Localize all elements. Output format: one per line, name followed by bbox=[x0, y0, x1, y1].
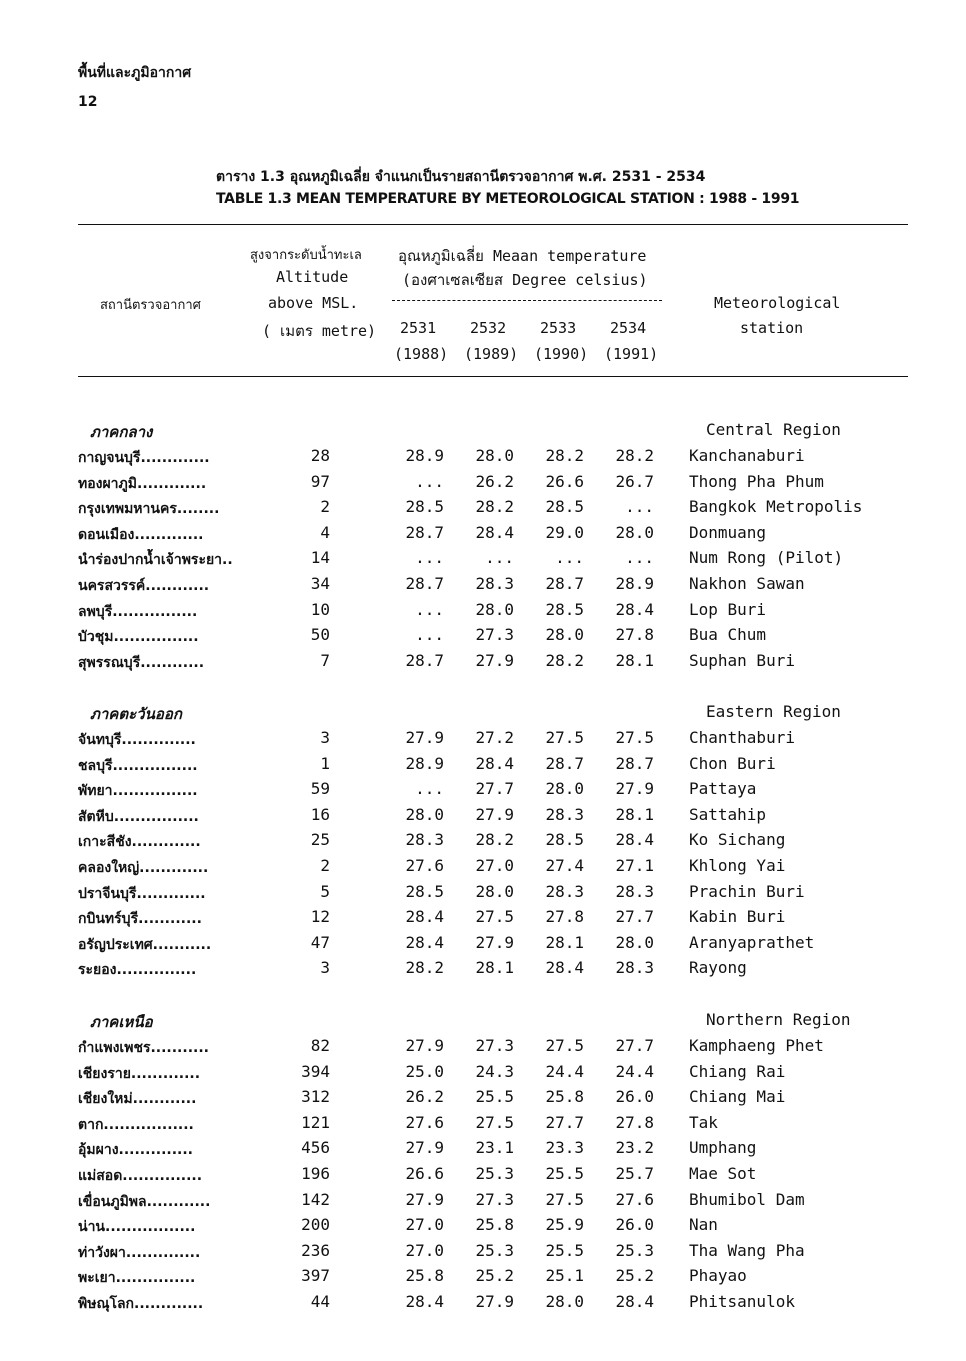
temperature-cell: ... bbox=[485, 548, 514, 567]
temperature-cell: ... bbox=[415, 625, 444, 644]
temperature-cell: ... bbox=[415, 600, 444, 619]
station-name-th: พัทยา................ bbox=[78, 783, 198, 799]
temperature-cell: 27.9 bbox=[405, 1138, 444, 1157]
temperature-cell: 25.8 bbox=[545, 1087, 584, 1106]
year-ad-4: (1991) bbox=[604, 345, 659, 363]
section-title: พื้นที่และภูมิอากาศ bbox=[78, 65, 192, 81]
temperature-cell: 26.6 bbox=[545, 472, 584, 491]
temperature-cell: 28.0 bbox=[615, 933, 654, 952]
station-name-th: ระยอง............... bbox=[78, 962, 197, 978]
temperature-cell: 26.6 bbox=[405, 1164, 444, 1183]
year-ad-2: (1989) bbox=[464, 345, 519, 363]
temperature-cell: 27.3 bbox=[475, 1190, 514, 1209]
temperature-cell: 28.5 bbox=[545, 497, 584, 516]
temperature-cell: 23.2 bbox=[615, 1138, 654, 1157]
temperature-cell: 28.4 bbox=[475, 754, 514, 773]
station-name-th: ลพบุรี................ bbox=[78, 604, 198, 620]
station-name-en: Prachin Buri bbox=[689, 882, 805, 901]
altitude-cell: 397 bbox=[301, 1266, 330, 1285]
station-name-en: Chiang Mai bbox=[689, 1087, 786, 1106]
temperature-cell: 27.5 bbox=[545, 1190, 584, 1209]
temperature-cell: 27.7 bbox=[615, 1036, 654, 1055]
year-be-4: 2534 bbox=[610, 319, 647, 337]
temperature-cell: 28.0 bbox=[545, 1292, 584, 1311]
temperature-cell: 27.9 bbox=[475, 651, 514, 670]
temperature-cell: 28.0 bbox=[475, 446, 514, 465]
temperature-cell: 28.7 bbox=[545, 754, 584, 773]
altitude-cell: 12 bbox=[310, 907, 330, 926]
temperature-cell: 23.3 bbox=[545, 1138, 584, 1157]
station-name-th: กรุงเทพมหานคร........ bbox=[78, 501, 220, 517]
temperature-cell: ... bbox=[625, 497, 654, 516]
station-name-en: Chiang Rai bbox=[689, 1062, 786, 1081]
temperature-cell: 25.7 bbox=[615, 1164, 654, 1183]
temperature-cell: 26.0 bbox=[615, 1087, 654, 1106]
temperature-cell: 28.2 bbox=[545, 651, 584, 670]
temperature-cell: 27.9 bbox=[405, 728, 444, 747]
altitude-cell: 4 bbox=[320, 523, 330, 542]
station-name-th: น่าน................. bbox=[78, 1219, 196, 1235]
temperature-cell: 25.5 bbox=[545, 1241, 584, 1260]
temperature-cell: 24.3 bbox=[475, 1062, 514, 1081]
temperature-cell: 27.5 bbox=[545, 728, 584, 747]
region-heading-th: ภาคเหนือ bbox=[90, 1013, 153, 1031]
station-name-th: ท่าวังผา.............. bbox=[78, 1245, 201, 1261]
temperature-cell: 28.4 bbox=[545, 958, 584, 977]
altitude-cell: 59 bbox=[310, 779, 330, 798]
page-number: 12 bbox=[78, 94, 98, 110]
header-bottom-rule bbox=[78, 376, 908, 377]
altitude-cell: 47 bbox=[310, 933, 330, 952]
altitude-cell: 7 bbox=[320, 651, 330, 670]
altitude-cell: 5 bbox=[320, 882, 330, 901]
station-name-en: Mae Sot bbox=[689, 1164, 757, 1183]
temperature-cell: 26.0 bbox=[615, 1215, 654, 1234]
temperature-cell: 28.4 bbox=[615, 830, 654, 849]
temperature-cell: 25.2 bbox=[615, 1266, 654, 1285]
station-name-th: ทองผาภูมิ............. bbox=[78, 476, 207, 492]
temperature-cell: 28.7 bbox=[405, 651, 444, 670]
station-name-en: Rayong bbox=[689, 958, 747, 977]
station-name-en: Umphang bbox=[689, 1138, 757, 1157]
station-name-th: แม่สอด............... bbox=[78, 1168, 203, 1184]
station-name-th: กบินทร์บุรี............ bbox=[78, 911, 202, 927]
temperature-cell: 28.7 bbox=[405, 574, 444, 593]
station-name-th: กาญจนบุรี............. bbox=[78, 450, 210, 466]
station-name-th: เชียงใหม่............ bbox=[78, 1091, 197, 1107]
temperature-cell: 27.2 bbox=[475, 728, 514, 747]
temperature-cell: 28.1 bbox=[475, 958, 514, 977]
altitude-cell: 312 bbox=[301, 1087, 330, 1106]
station-name-th: เขื่อนภูมิพล............ bbox=[78, 1194, 211, 1210]
station-name-en: Khlong Yai bbox=[689, 856, 786, 875]
region-heading-th: ภาคตะวันออก bbox=[90, 705, 182, 723]
temperature-cell: 28.5 bbox=[545, 600, 584, 619]
temperature-cell: 27.6 bbox=[615, 1190, 654, 1209]
station-name-th: สัตหีบ................ bbox=[78, 809, 199, 825]
temperature-cell: 27.6 bbox=[405, 856, 444, 875]
temperature-cell: 28.2 bbox=[545, 446, 584, 465]
temperature-cell: 27.3 bbox=[475, 1036, 514, 1055]
temperature-cell: ... bbox=[555, 548, 584, 567]
station-name-en: Kanchanaburi bbox=[689, 446, 805, 465]
temperature-cell: 28.0 bbox=[545, 779, 584, 798]
altitude-cell: 121 bbox=[301, 1113, 330, 1132]
temperature-cell: 25.3 bbox=[475, 1164, 514, 1183]
station-name-en: Num Rong (Pilot) bbox=[689, 548, 844, 567]
temperature-cell: 28.3 bbox=[615, 882, 654, 901]
temperature-cell: 25.5 bbox=[545, 1164, 584, 1183]
station-name-en: Phitsanulok bbox=[689, 1292, 795, 1311]
altitude-cell: 50 bbox=[310, 625, 330, 644]
temperature-cell: 28.9 bbox=[615, 574, 654, 593]
station-name-th: อรัญประเทศ........... bbox=[78, 937, 212, 953]
temperature-cell: 28.2 bbox=[475, 497, 514, 516]
station-name-en: Bangkok Metropolis bbox=[689, 497, 863, 516]
header-station-th: สถานีตรวจอากาศ bbox=[100, 298, 201, 313]
station-name-en: Tak bbox=[689, 1113, 718, 1132]
temperature-cell: 27.8 bbox=[545, 907, 584, 926]
station-name-th: จันทบุรี.............. bbox=[78, 732, 196, 748]
temperature-cell: 28.0 bbox=[545, 625, 584, 644]
station-name-en: Donmuang bbox=[689, 523, 767, 542]
header-altitude-en1: Altitude bbox=[276, 268, 349, 286]
header-temperature: อุณหภูมิเฉลี่ย Meaan temperature bbox=[398, 247, 647, 265]
altitude-cell: 16 bbox=[310, 805, 330, 824]
year-ad-3: (1990) bbox=[534, 345, 589, 363]
temperature-cell: 28.1 bbox=[615, 805, 654, 824]
temperature-cell: 28.2 bbox=[405, 958, 444, 977]
header-temperature-unit: (องศาเซลเซียส Degree celsius) bbox=[402, 271, 648, 289]
temperature-cell: 27.0 bbox=[405, 1241, 444, 1260]
temperature-cell: 28.5 bbox=[545, 830, 584, 849]
temperature-cell: 28.9 bbox=[405, 754, 444, 773]
temperature-cell: 28.0 bbox=[475, 600, 514, 619]
altitude-cell: 44 bbox=[310, 1292, 330, 1311]
temperature-cell: 27.0 bbox=[475, 856, 514, 875]
temperature-cell: 27.5 bbox=[545, 1036, 584, 1055]
station-name-th: เชียงราย............. bbox=[78, 1066, 201, 1082]
temperature-cell: 28.1 bbox=[615, 651, 654, 670]
year-ad-1: (1988) bbox=[394, 345, 449, 363]
temperature-cell: 23.1 bbox=[475, 1138, 514, 1157]
temperature-cell: 29.0 bbox=[545, 523, 584, 542]
station-name-th: อุ้มผาง.............. bbox=[78, 1142, 193, 1158]
temperature-cell: 27.9 bbox=[475, 1292, 514, 1311]
header-altitude-unit: ( เมตร metre) bbox=[262, 322, 377, 340]
temperature-cell: 27.9 bbox=[615, 779, 654, 798]
station-name-th: ชลบุรี................ bbox=[78, 758, 198, 774]
station-name-en: Nan bbox=[689, 1215, 718, 1234]
temperature-cell: 28.0 bbox=[475, 882, 514, 901]
temperature-cell: 27.7 bbox=[475, 779, 514, 798]
altitude-cell: 3 bbox=[320, 958, 330, 977]
altitude-cell: 200 bbox=[301, 1215, 330, 1234]
temperature-cell: 28.1 bbox=[545, 933, 584, 952]
station-name-th: สุพรรณบุรี............ bbox=[78, 655, 205, 671]
station-name-en: Lop Buri bbox=[689, 600, 767, 619]
temperature-cell: 28.3 bbox=[615, 958, 654, 977]
temperature-cell: 25.0 bbox=[405, 1062, 444, 1081]
region-heading-en: Northern Region bbox=[706, 1010, 851, 1029]
temperature-cell: 27.7 bbox=[615, 907, 654, 926]
temperature-cell: 28.3 bbox=[545, 882, 584, 901]
temperature-cell: 28.0 bbox=[405, 805, 444, 824]
temperature-cell: 28.2 bbox=[475, 830, 514, 849]
region-heading-en: Central Region bbox=[706, 420, 841, 439]
temperature-cell: 27.4 bbox=[545, 856, 584, 875]
temperature-cell: 27.8 bbox=[615, 1113, 654, 1132]
altitude-cell: 2 bbox=[320, 856, 330, 875]
station-name-en: Suphan Buri bbox=[689, 651, 795, 670]
altitude-cell: 10 bbox=[310, 600, 330, 619]
temperature-cell: ... bbox=[415, 779, 444, 798]
altitude-cell: 394 bbox=[301, 1062, 330, 1081]
temperature-cell: 27.9 bbox=[475, 933, 514, 952]
temperature-cell: 27.9 bbox=[405, 1190, 444, 1209]
region-heading-en: Eastern Region bbox=[706, 702, 841, 721]
altitude-cell: 25 bbox=[310, 830, 330, 849]
station-name-th: คลองใหญ่............. bbox=[78, 860, 209, 876]
temperature-cell: 28.3 bbox=[475, 574, 514, 593]
altitude-cell: 14 bbox=[310, 548, 330, 567]
station-name-en: Aranyaprathet bbox=[689, 933, 815, 952]
altitude-cell: 34 bbox=[310, 574, 330, 593]
altitude-cell: 82 bbox=[310, 1036, 330, 1055]
temperature-cell: 28.4 bbox=[475, 523, 514, 542]
station-name-th: พะเยา............... bbox=[78, 1270, 196, 1286]
table-title-en: TABLE 1.3 MEAN TEMPERATURE BY METEOROLOGICAL STATION : 1988 - 1991 bbox=[216, 191, 800, 207]
station-name-en: Nakhon Sawan bbox=[689, 574, 805, 593]
station-name-en: Sattahip bbox=[689, 805, 767, 824]
station-name-en: Bua Chum bbox=[689, 625, 767, 644]
temperature-cell: 27.0 bbox=[405, 1215, 444, 1234]
temperature-cell: 28.5 bbox=[405, 497, 444, 516]
temperature-cell: 27.5 bbox=[475, 1113, 514, 1132]
table-title-th: ตาราง 1.3 อุณหภูมิเฉลี่ย จำแนกเป็นรายสถานีตรวจอากาศ พ.ศ. 2531 - 2534 bbox=[216, 169, 706, 185]
altitude-cell: 142 bbox=[301, 1190, 330, 1209]
station-name-th: ปราจีนบุรี............. bbox=[78, 886, 206, 902]
temperature-cell: 28.4 bbox=[405, 907, 444, 926]
temperature-cell: 27.9 bbox=[405, 1036, 444, 1055]
year-be-1: 2531 bbox=[400, 319, 437, 337]
temperature-cell: ... bbox=[415, 472, 444, 491]
temperature-cell: 28.5 bbox=[405, 882, 444, 901]
year-be-3: 2533 bbox=[540, 319, 577, 337]
station-name-en: Kamphaeng Phet bbox=[689, 1036, 824, 1055]
temperature-cell: 28.4 bbox=[405, 1292, 444, 1311]
temperature-cell: 28.7 bbox=[545, 574, 584, 593]
header-top-rule bbox=[78, 224, 908, 225]
temperature-cell: 25.8 bbox=[405, 1266, 444, 1285]
temperature-cell: 27.3 bbox=[475, 625, 514, 644]
altitude-cell: 236 bbox=[301, 1241, 330, 1260]
station-name-en: Ko Sichang bbox=[689, 830, 786, 849]
temperature-cell: 25.1 bbox=[545, 1266, 584, 1285]
station-name-th: นครสวรรค์............ bbox=[78, 578, 210, 594]
temperature-cell: 27.6 bbox=[405, 1113, 444, 1132]
station-name-en: Kabin Buri bbox=[689, 907, 786, 926]
temperature-cell: 28.9 bbox=[405, 446, 444, 465]
altitude-cell: 456 bbox=[301, 1138, 330, 1157]
temperature-cell: 25.9 bbox=[545, 1215, 584, 1234]
header-station-en2: station bbox=[740, 319, 804, 337]
temperature-cell: 25.5 bbox=[475, 1087, 514, 1106]
station-name-th: บัวชุม................ bbox=[78, 629, 199, 645]
temperature-cell: 26.2 bbox=[475, 472, 514, 491]
altitude-cell: 1 bbox=[320, 754, 330, 773]
temperature-cell: 27.9 bbox=[475, 805, 514, 824]
header-altitude-en2: above MSL. bbox=[268, 294, 359, 312]
station-name-th: นำร่องปากน้ำเจ้าพระยา.. bbox=[78, 552, 233, 568]
temperature-cell: 28.3 bbox=[405, 830, 444, 849]
temperature-cell: 27.5 bbox=[615, 728, 654, 747]
temperature-cell: 28.4 bbox=[405, 933, 444, 952]
station-name-en: Pattaya bbox=[689, 779, 757, 798]
header-station-en1: Meteorological bbox=[714, 294, 841, 312]
temperature-cell: 28.0 bbox=[615, 523, 654, 542]
station-name-th: ดอนเมือง............. bbox=[78, 527, 204, 543]
station-name-en: Chanthaburi bbox=[689, 728, 795, 747]
temperature-cell: 28.4 bbox=[615, 600, 654, 619]
temperature-cell: 25.3 bbox=[475, 1241, 514, 1260]
temperature-cell: 24.4 bbox=[545, 1062, 584, 1081]
station-name-en: Tha Wang Pha bbox=[689, 1241, 805, 1260]
temperature-cell: 25.3 bbox=[615, 1241, 654, 1260]
altitude-cell: 28 bbox=[310, 446, 330, 465]
temperature-cell: 27.1 bbox=[615, 856, 654, 875]
temperature-cell: 25.2 bbox=[475, 1266, 514, 1285]
temperature-cell: 27.8 bbox=[615, 625, 654, 644]
temperature-cell: 27.7 bbox=[545, 1113, 584, 1132]
altitude-cell: 97 bbox=[310, 472, 330, 491]
station-name-en: Bhumibol Dam bbox=[689, 1190, 805, 1209]
station-name-th: เกาะสีชัง............. bbox=[78, 834, 201, 850]
temperature-cell: ... bbox=[415, 548, 444, 567]
temperature-cell: 28.2 bbox=[615, 446, 654, 465]
station-name-en: Thong Pha Phum bbox=[689, 472, 824, 491]
header-altitude-th: สูงจากระดับน้ำทะเล bbox=[250, 248, 362, 263]
temperature-cell: 28.4 bbox=[615, 1292, 654, 1311]
header-dash-rule bbox=[392, 300, 662, 301]
temperature-cell: 27.5 bbox=[475, 907, 514, 926]
region-heading-th: ภาคกลาง bbox=[90, 423, 153, 441]
station-name-th: พิษณุโลก............. bbox=[78, 1296, 204, 1312]
altitude-cell: 196 bbox=[301, 1164, 330, 1183]
station-name-th: ตาก................. bbox=[78, 1117, 194, 1133]
temperature-cell: 26.2 bbox=[405, 1087, 444, 1106]
temperature-cell: 25.8 bbox=[475, 1215, 514, 1234]
altitude-cell: 2 bbox=[320, 497, 330, 516]
temperature-cell: 24.4 bbox=[615, 1062, 654, 1081]
station-name-en: Phayao bbox=[689, 1266, 747, 1285]
station-name-en: Chon Buri bbox=[689, 754, 776, 773]
temperature-cell: 28.7 bbox=[615, 754, 654, 773]
temperature-cell: 26.7 bbox=[615, 472, 654, 491]
temperature-cell: 28.7 bbox=[405, 523, 444, 542]
temperature-cell: ... bbox=[625, 548, 654, 567]
station-name-th: กำแพงเพชร........... bbox=[78, 1040, 209, 1056]
year-be-2: 2532 bbox=[470, 319, 507, 337]
altitude-cell: 3 bbox=[320, 728, 330, 747]
temperature-cell: 28.3 bbox=[545, 805, 584, 824]
